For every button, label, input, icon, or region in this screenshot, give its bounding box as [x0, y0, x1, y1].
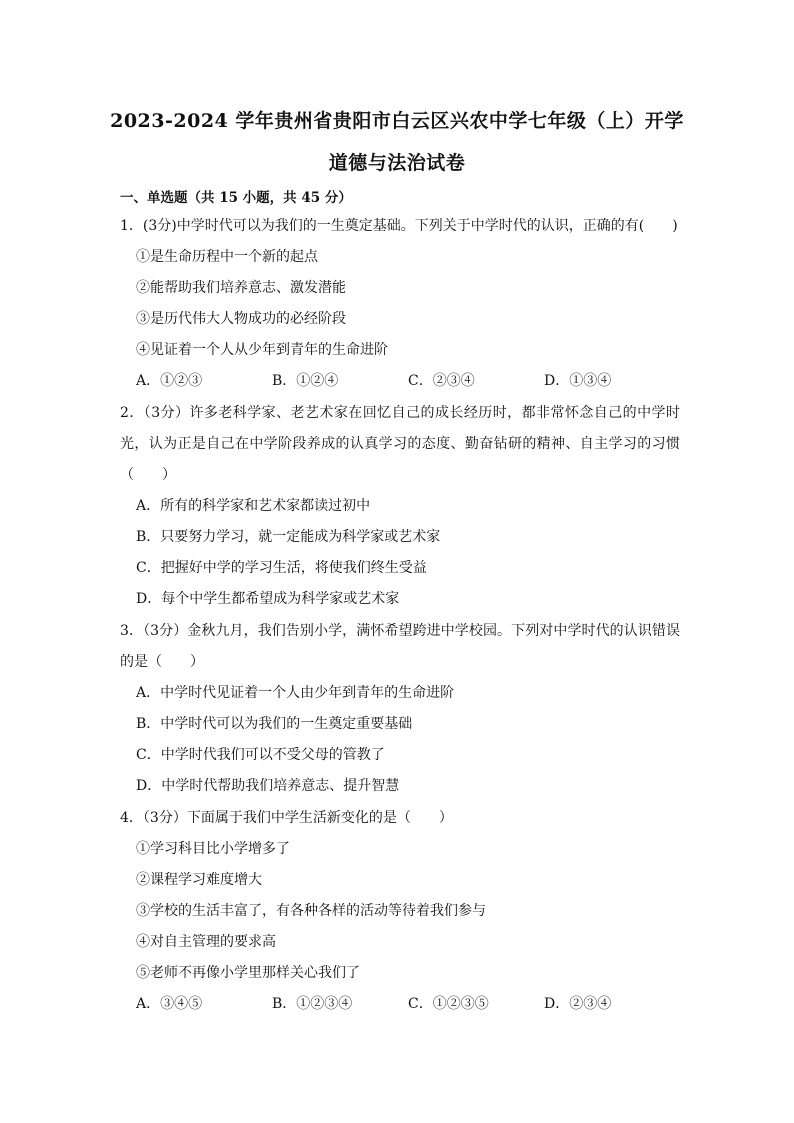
- choice-c: C．①②③⑤: [408, 996, 489, 1012]
- option-a: A．中学时代见证着一个人由少年到青年的生命进阶: [136, 685, 455, 701]
- statement: ①学习科目比小学增多了: [136, 841, 290, 857]
- question-1: [120, 211, 680, 397]
- option-a: A．所有的科学家和艺术家都读过初中: [136, 498, 371, 514]
- option-b: B．只要努力学习，就一定能成为科学家或艺术家: [136, 529, 441, 545]
- question-stem: 3．（3分）金秋九月，我们告别小学，满怀希望跨进中学校园。下列对中学时代的认识错误的是（ ）: [120, 623, 680, 670]
- choice-c: C．②③④: [408, 373, 475, 389]
- exam-title-line1: 2023-2024 学年贵州省贵阳市白云区兴农中学七年级（上）开学: [110, 110, 684, 132]
- statement: ②课程学习难度增大: [136, 872, 262, 888]
- question-4: [120, 803, 680, 1020]
- statement: ④见证着一个人从少年到青年的生命进阶: [136, 342, 388, 358]
- statement: ④对自主管理的要求高: [136, 934, 276, 950]
- option-d: D．中学时代帮助我们培养意志、提升智慧: [136, 778, 400, 794]
- statement: ①是生命历程中一个新的起点: [136, 249, 318, 265]
- question-3: [120, 616, 680, 802]
- statement: ②能帮助我们培养意志、激发潜能: [136, 280, 346, 296]
- option-c: C．把握好中学的学习生活，将使我们终生受益: [136, 560, 427, 576]
- choice-a: A．①②③: [136, 373, 203, 389]
- question-stem: 2．（3分）许多老科学家、老艺术家在回忆自己的成长经历时，都非常怀念自己的中学时光，认为正是自己在中学阶段养成的认真学习的态度、勤奋钻研的精神、自主学习的习惯（ ）: [120, 405, 680, 483]
- choice-a: A．③④⑤: [136, 996, 203, 1012]
- choice-b: B．①②③④: [272, 996, 353, 1012]
- choice-d: D．①③④: [544, 373, 612, 389]
- statement: ③学校的生活丰富了，有各种各样的活动等待着我们参与: [136, 903, 486, 919]
- choice-d: D．②③④: [544, 996, 612, 1012]
- question-stem: 1．(3分)中学时代可以为我们的一生奠定基础。下列关于中学时代的认识，正确的有( ): [120, 218, 678, 234]
- statement: ③是历代伟大人物成功的必经阶段: [136, 311, 346, 327]
- section-heading: 一、单选题（共 15 小题，共 45 分）: [120, 190, 352, 206]
- exam-title-line2: 道德与法治试卷: [328, 152, 466, 174]
- option-b: B．中学时代可以为我们的一生奠定重要基础: [136, 716, 413, 732]
- question-stem: 4．（3分）下面属于我们中学生活新变化的是（ ）: [120, 810, 453, 826]
- question-2: [120, 398, 680, 615]
- statement: ⑤老师不再像小学里那样关心我们了: [136, 965, 360, 981]
- choice-b: B．①②④: [272, 373, 339, 389]
- option-c: C．中学时代我们可以不受父母的管教了: [136, 747, 385, 763]
- answer-choices: [120, 989, 680, 1020]
- answer-choices: [120, 366, 680, 397]
- option-d: D．每个中学生都希望成为科学家或艺术家: [136, 591, 400, 607]
